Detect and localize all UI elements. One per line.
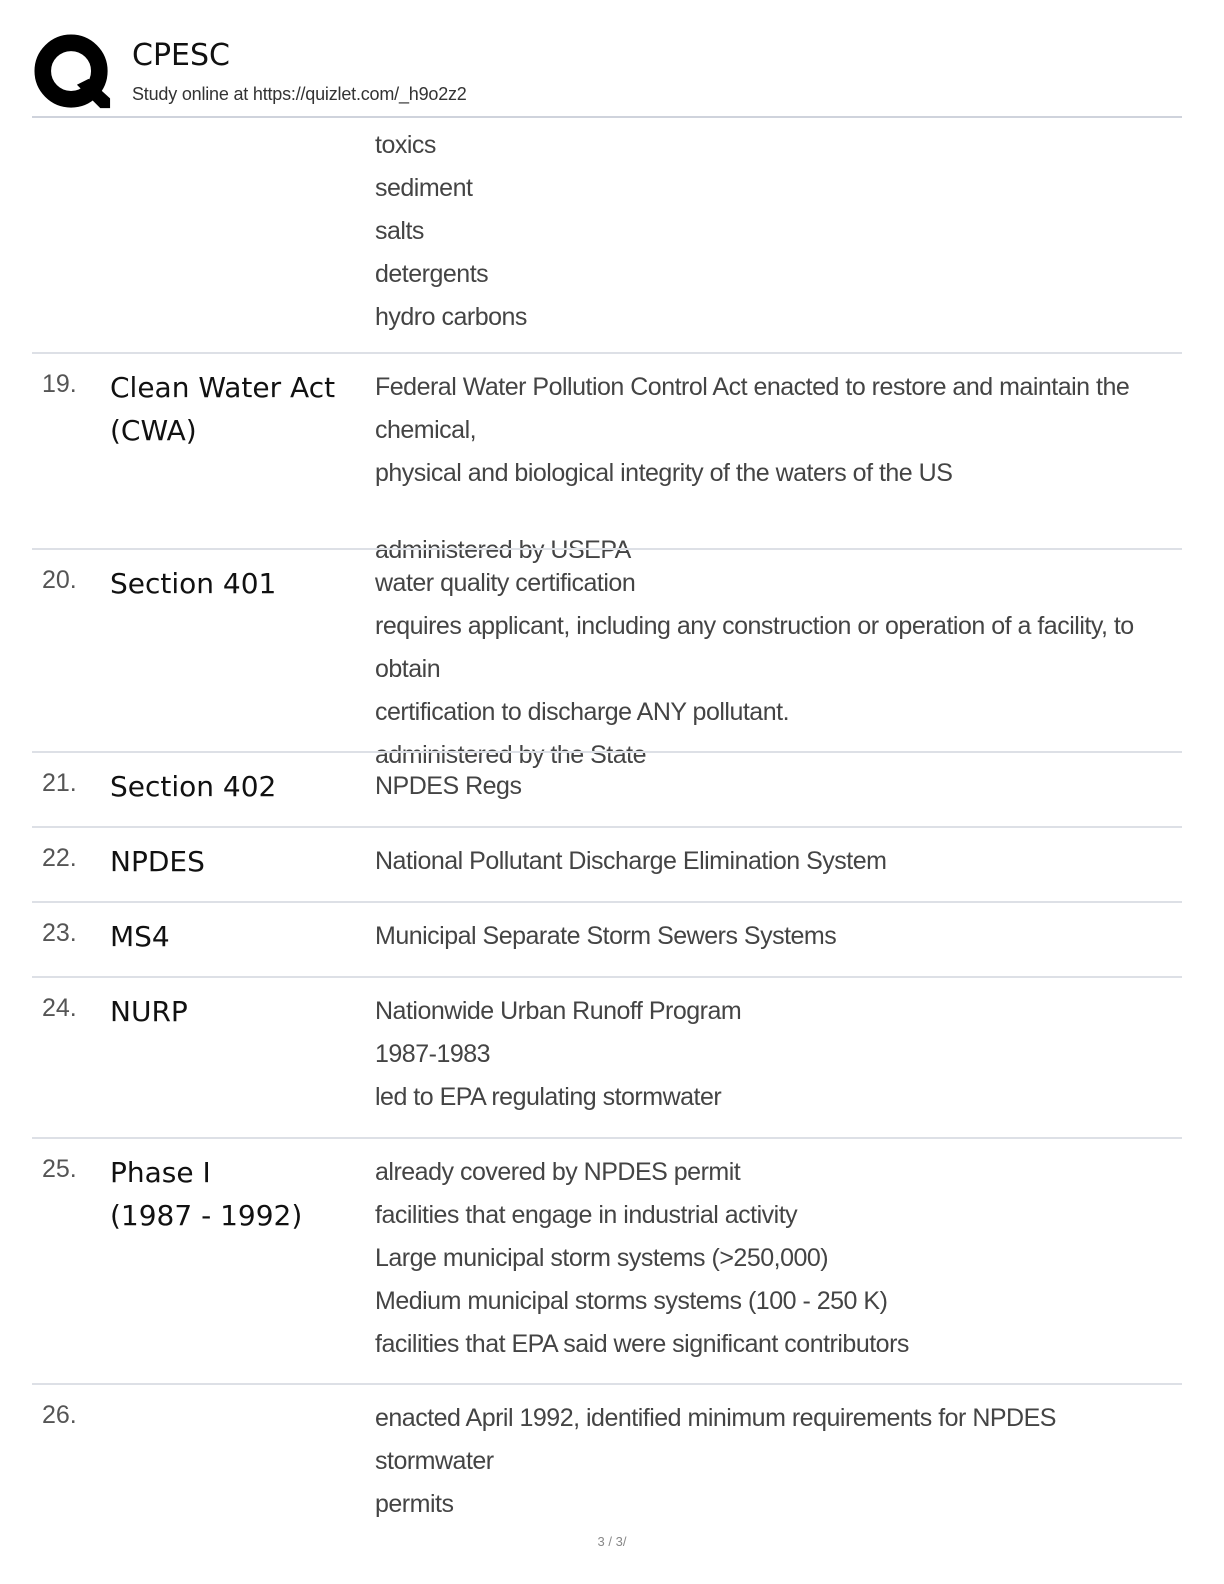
study-link-text: Study online at https://quizlet.com/_h9o2z2 — [132, 84, 467, 104]
card-number: 21. — [42, 769, 77, 797]
definition-line: already covered by NPDES permit — [375, 1158, 741, 1186]
card-row — [32, 826, 1182, 901]
definition-line: hydro carbons — [375, 303, 527, 331]
definition-line: permits — [375, 1490, 454, 1518]
flashcard-list — [32, 352, 1182, 1518]
card-number: 23. — [42, 919, 77, 947]
card-number: 22. — [42, 844, 77, 872]
page-number: 3 / 3/ — [597, 1534, 627, 1549]
definition-line: National Pollutant Discharge Elimination System — [375, 847, 887, 875]
card-number: 26. — [42, 1401, 77, 1429]
card-term — [110, 765, 370, 808]
quizlet-logo-icon — [34, 34, 112, 112]
card-definition — [375, 765, 1175, 808]
deck-title: CPESC — [132, 38, 230, 73]
term-line: NURP — [110, 995, 188, 1028]
card-definition — [375, 366, 1175, 572]
card-definition — [375, 915, 1175, 958]
term-line: Section 402 — [110, 770, 277, 803]
card-term — [110, 990, 370, 1033]
card-term — [110, 915, 370, 958]
definition-line: Medium municipal storms systems (100 - 250 K) — [375, 1287, 888, 1315]
definition-line: Nationwide Urban Runoff Program — [375, 997, 742, 1025]
card-term — [110, 366, 370, 452]
definition-line: Federal Water Pollution Control Act enacted to restore and maintain the chemical, — [375, 373, 1130, 444]
term-line: Clean Water Act — [110, 371, 336, 404]
card-row — [32, 548, 1182, 769]
card-term — [110, 562, 370, 605]
card-number: 19. — [42, 370, 77, 398]
card-definition — [375, 562, 1175, 777]
definition-line: detergents — [375, 260, 489, 288]
definition-line: enacted April 1992, identified minimum requirements for NPDES stormwater — [375, 1404, 1056, 1475]
definition-line: 1987-1983 — [375, 1040, 491, 1068]
card-term — [110, 1151, 370, 1237]
definition-line: Large municipal storm systems (>250,000) — [375, 1244, 829, 1272]
definition-line: facilities that EPA said were significant contributors — [375, 1330, 909, 1358]
definition-line: requires applicant, including any construction or operation of a facility, to obtain — [375, 612, 1134, 683]
term-line: Section 401 — [110, 567, 277, 600]
card-number: 20. — [42, 566, 77, 594]
continued-definition — [375, 124, 527, 339]
definition-line: administered by USEPA — [375, 536, 631, 564]
term-line: MS4 — [110, 920, 170, 953]
card-definition — [375, 1151, 1175, 1366]
definition-line: Municipal Separate Storm Sewers Systems — [375, 922, 837, 950]
spacer — [375, 495, 1175, 529]
card-definition — [375, 990, 1175, 1119]
page-header — [34, 34, 1184, 118]
term-line: NPDES — [110, 845, 205, 878]
definition-line: sediment — [375, 174, 473, 202]
card-row — [32, 751, 1182, 826]
definition-line: facilities that engage in industrial activity — [375, 1201, 798, 1229]
header-divider — [32, 116, 1182, 118]
definition-line: toxics — [375, 131, 436, 159]
card-row — [32, 976, 1182, 1137]
card-number: 24. — [42, 994, 77, 1022]
definition-line: water quality certification — [375, 569, 636, 597]
term-line: Phase I — [110, 1156, 211, 1189]
card-definition — [375, 1397, 1175, 1526]
card-term — [110, 840, 370, 883]
definition-line: certification to discharge ANY pollutant. — [375, 698, 790, 726]
card-row — [32, 1383, 1182, 1518]
card-definition — [375, 840, 1175, 883]
definition-line: NPDES Regs — [375, 772, 522, 800]
card-row — [32, 1137, 1182, 1383]
definition-line: physical and biological integrity of the waters of the US — [375, 459, 953, 487]
definition-line: administered by the State — [375, 741, 646, 769]
card-row — [32, 901, 1182, 976]
card-number: 25. — [42, 1155, 77, 1183]
term-line: (1987 - 1992) — [110, 1199, 303, 1232]
term-line: (CWA) — [110, 414, 197, 447]
definition-line: led to EPA regulating stormwater — [375, 1083, 722, 1111]
definition-line: salts — [375, 217, 424, 245]
card-row — [32, 352, 1182, 564]
